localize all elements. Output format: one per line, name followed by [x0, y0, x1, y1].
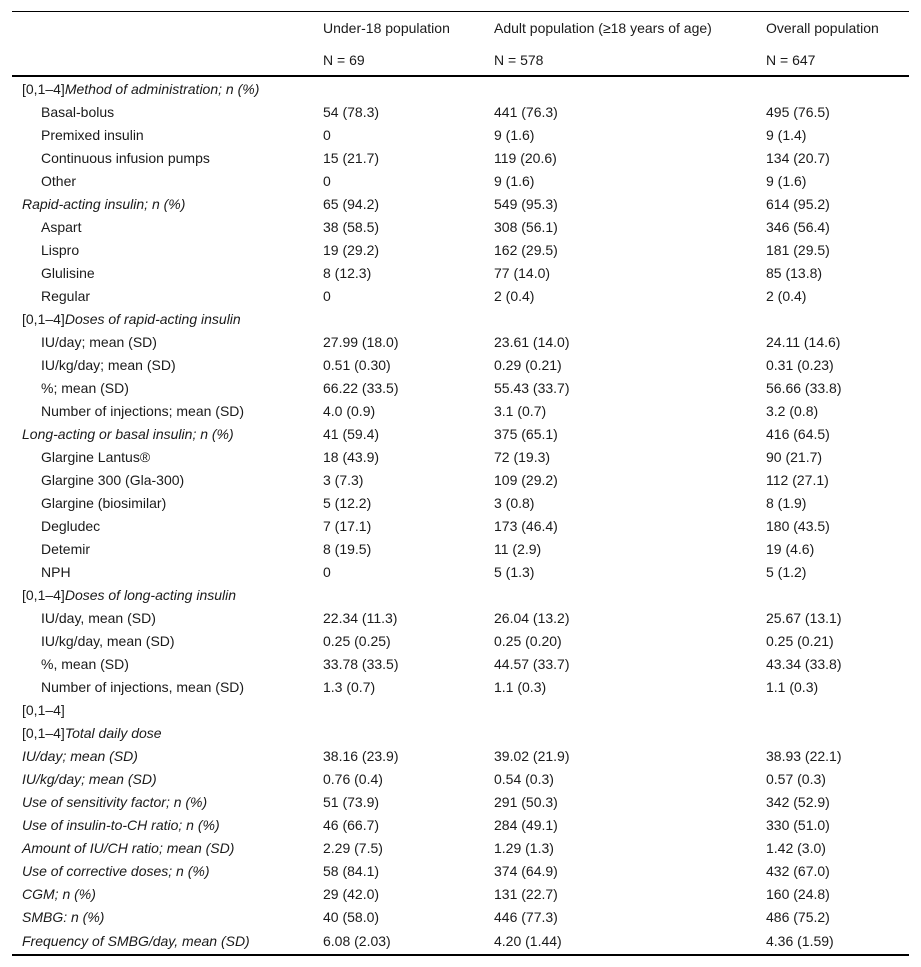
value-overall: 25.67 (13.1) [766, 609, 842, 626]
row-prefix: [0,1–4] [22, 310, 65, 327]
row-label: Regular [41, 287, 91, 304]
row-label-cell [12, 905, 323, 928]
row-prefix: [0,1–4] [22, 586, 65, 603]
value-overall: 181 (29.5) [766, 241, 830, 258]
row-label: Use of sensitivity factor; n (%) [22, 793, 208, 810]
row-prefix: [0,1–4] [22, 80, 65, 97]
value-adult [494, 698, 766, 721]
table-row [12, 491, 909, 514]
value-under18: 0 [323, 287, 331, 304]
row-label: Aspart [41, 218, 82, 235]
header-row [12, 12, 909, 45]
table-row [12, 744, 909, 767]
value-adult: 284 (49.1) [494, 816, 558, 833]
value-overall: 180 (43.5) [766, 517, 830, 534]
value-under18: 15 (21.7) [323, 149, 380, 166]
table-row [12, 376, 909, 399]
value-adult [494, 76, 766, 100]
value-overall: 85 (13.8) [766, 264, 823, 281]
table-row [12, 560, 909, 583]
value-under18: 6.08 (2.03) [323, 928, 494, 955]
value-adult [494, 721, 766, 744]
value-adult: 3.1 (0.7) [494, 402, 547, 419]
value-adult: 55.43 (33.7) [494, 379, 570, 396]
table-row [12, 767, 909, 790]
row-label: Number of injections, mean (SD) [41, 678, 245, 695]
value-under18: 27.99 (18.0) [323, 333, 399, 350]
value-adult: 1.1 (0.3) [494, 678, 547, 695]
value-under18: 22.34 (11.3) [323, 609, 398, 626]
value-overall [766, 721, 909, 744]
value-overall: 90 (21.7) [766, 448, 823, 465]
value-under18: 58 (84.1) [323, 862, 380, 879]
table-row [12, 422, 909, 445]
value-under18: 1.3 (0.7) [323, 678, 376, 695]
value-overall: 134 (20.7) [766, 149, 830, 166]
header-cell-label [12, 12, 323, 45]
value-under18: 33.78 (33.5) [323, 655, 399, 672]
row-label-cell [12, 422, 323, 445]
table-row [12, 353, 909, 376]
row-label-cell [12, 100, 323, 123]
value-under18: 19 (29.2) [323, 241, 380, 258]
row-label: Other [41, 172, 77, 189]
row-label-cell [12, 882, 323, 905]
table-row [12, 76, 909, 100]
row-prefix: [0,1–4] [22, 724, 65, 741]
row-label-cell [12, 537, 323, 560]
value-overall: 43.34 (33.8) [766, 655, 842, 672]
value-overall: 9 (1.4) [766, 126, 807, 143]
value-under18: 18 (43.9) [323, 448, 380, 465]
table-row [12, 238, 909, 261]
value-adult: 1.29 (1.3) [494, 839, 554, 856]
value-under18 [323, 76, 494, 100]
row-label-cell [12, 376, 323, 399]
value-overall [766, 307, 909, 330]
value-adult: 441 (76.3) [494, 103, 558, 120]
value-under18: 65 (94.2) [323, 195, 380, 212]
table-row [12, 583, 909, 606]
table-row [12, 169, 909, 192]
table-row [12, 790, 909, 813]
value-overall [766, 583, 909, 606]
row-label: IU/kg/day; mean (SD) [22, 770, 157, 787]
row-label: Doses of long-acting insulin [64, 586, 237, 603]
value-adult: 162 (29.5) [494, 241, 558, 258]
value-under18 [323, 698, 494, 721]
row-label-cell [12, 215, 323, 238]
row-label-cell [12, 813, 323, 836]
value-overall: 0.31 (0.23) [766, 356, 834, 373]
value-under18: 0 [323, 126, 331, 143]
row-label: Basal-bolus [41, 103, 115, 120]
value-overall: 0.25 (0.21) [766, 632, 834, 649]
header-n-row [12, 44, 909, 76]
row-label-cell [12, 928, 323, 955]
value-under18: 66.22 (33.5) [323, 379, 399, 396]
row-label-cell [12, 123, 323, 146]
table-row [12, 652, 909, 675]
row-label: Detemir [41, 540, 91, 557]
row-label-cell [12, 261, 323, 284]
row-label: Glulisine [41, 264, 95, 281]
table-row [12, 905, 909, 928]
value-adult: 291 (50.3) [494, 793, 558, 810]
row-label-cell [12, 76, 323, 100]
row-label: Lispro [41, 241, 80, 258]
table-row [12, 928, 909, 955]
value-under18: 54 (78.3) [323, 103, 380, 120]
table-row [12, 836, 909, 859]
value-under18: 0.51 (0.30) [323, 356, 391, 373]
table-row [12, 882, 909, 905]
value-adult: 23.61 (14.0) [494, 333, 570, 350]
row-label: Use of corrective doses; n (%) [22, 862, 210, 879]
row-label: Doses of rapid-acting insulin [64, 310, 241, 327]
value-overall: 342 (52.9) [766, 793, 830, 810]
value-under18: 7 (17.1) [323, 517, 372, 534]
table-row [12, 284, 909, 307]
n-cell-adult: N = 578 [494, 44, 766, 76]
row-label-cell [12, 606, 323, 629]
row-label: Degludec [41, 517, 101, 534]
value-adult: 119 (20.6) [494, 149, 557, 166]
row-label-cell [12, 307, 323, 330]
row-label: Continuous infusion pumps [41, 149, 210, 166]
row-label-cell [12, 583, 323, 606]
table-row [12, 100, 909, 123]
value-under18: 4.0 (0.9) [323, 402, 376, 419]
value-adult: 9 (1.6) [494, 126, 535, 143]
table-row [12, 698, 909, 721]
value-under18: 41 (59.4) [323, 425, 380, 442]
value-adult: 77 (14.0) [494, 264, 551, 281]
table-row [12, 192, 909, 215]
value-overall: 1.42 (3.0) [766, 839, 826, 856]
table-row [12, 330, 909, 353]
value-adult: 0.54 (0.3) [494, 770, 554, 787]
value-overall: 0.57 (0.3) [766, 770, 826, 787]
value-under18: 8 (12.3) [323, 264, 372, 281]
row-label-cell [12, 284, 323, 307]
value-overall: 3.2 (0.8) [766, 402, 819, 419]
value-under18: 0 [323, 172, 331, 189]
value-under18: 29 (42.0) [323, 885, 380, 902]
row-label: Frequency of SMBG/day, mean (SD) [22, 933, 250, 949]
value-adult: 446 (77.3) [494, 908, 558, 925]
header-cell-overall: Overall population [766, 12, 909, 45]
row-label: %; mean (SD) [41, 379, 129, 396]
table-row [12, 215, 909, 238]
value-adult: 44.57 (33.7) [494, 655, 570, 672]
row-label-cell [12, 652, 323, 675]
value-overall: 2 (0.4) [766, 287, 807, 304]
row-label-cell [12, 146, 323, 169]
data-table [12, 11, 909, 956]
row-label-cell [12, 468, 323, 491]
value-adult: 0.29 (0.21) [494, 356, 562, 373]
value-adult: 4.20 (1.44) [494, 928, 766, 955]
table-row [12, 859, 909, 882]
value-overall: 4.36 (1.59) [766, 928, 909, 955]
value-overall: 614 (95.2) [766, 195, 830, 212]
row-label-cell [12, 330, 323, 353]
value-overall: 432 (67.0) [766, 862, 830, 879]
row-label-cell [12, 698, 323, 721]
row-label-cell [12, 675, 323, 698]
value-overall: 416 (64.5) [766, 425, 830, 442]
row-label-cell [12, 169, 323, 192]
row-label: Glargine (biosimilar) [41, 494, 167, 511]
value-under18: 0 [323, 563, 331, 580]
row-label: Total daily dose [64, 724, 162, 741]
value-adult: 375 (65.1) [494, 425, 558, 442]
table-row [12, 261, 909, 284]
table-body [12, 76, 909, 955]
row-label: IU/day, mean (SD) [41, 609, 156, 626]
value-adult: 2 (0.4) [494, 287, 535, 304]
row-label: Glargine 300 (Gla-300) [41, 471, 185, 488]
value-under18: 46 (66.7) [323, 816, 380, 833]
value-under18: 3 (7.3) [323, 471, 364, 488]
row-label-cell [12, 721, 323, 744]
value-adult [494, 583, 766, 606]
header-cell-under18: Under-18 population [323, 12, 494, 45]
row-label: IU/day; mean (SD) [41, 333, 157, 350]
value-overall: 24.11 (14.6) [766, 333, 841, 350]
value-overall [766, 76, 909, 100]
table-row [12, 514, 909, 537]
row-label-cell [12, 744, 323, 767]
table-row [12, 537, 909, 560]
n-cell-overall: N = 647 [766, 44, 909, 76]
value-adult: 549 (95.3) [494, 195, 558, 212]
table-row [12, 146, 909, 169]
value-overall [766, 698, 909, 721]
value-under18: 40 (58.0) [323, 908, 380, 925]
table-row [12, 468, 909, 491]
row-label: Premixed insulin [41, 126, 144, 143]
row-label: Amount of IU/CH ratio; mean (SD) [22, 839, 235, 856]
value-under18: 51 (73.9) [323, 793, 380, 810]
row-label: SMBG: n (%) [22, 908, 105, 925]
value-adult: 5 (1.3) [494, 563, 535, 580]
value-adult: 3 (0.8) [494, 494, 535, 511]
table-row [12, 123, 909, 146]
n-cell-label [12, 44, 323, 76]
row-label: Method of administration; n (%) [64, 80, 260, 97]
row-label-cell [12, 790, 323, 813]
value-adult: 308 (56.1) [494, 218, 558, 235]
table-row [12, 399, 909, 422]
value-adult: 9 (1.6) [494, 172, 535, 189]
row-label: CGM; n (%) [22, 885, 96, 902]
table-row [12, 813, 909, 836]
row-label: Glargine Lantus® [41, 448, 151, 465]
row-label-cell [12, 238, 323, 261]
value-overall: 346 (56.4) [766, 218, 830, 235]
value-adult: 173 (46.4) [494, 517, 558, 534]
row-label-cell [12, 859, 323, 882]
table-row [12, 606, 909, 629]
value-adult: 72 (19.3) [494, 448, 551, 465]
row-label-cell [12, 836, 323, 859]
row-prefix: [0,1–4] [22, 701, 65, 718]
header-cell-adult: Adult population (≥18 years of age) [494, 12, 766, 45]
value-under18: 0.76 (0.4) [323, 770, 383, 787]
value-overall: 1.1 (0.3) [766, 678, 819, 695]
row-label-cell [12, 560, 323, 583]
value-adult: 26.04 (13.2) [494, 609, 570, 626]
value-under18 [323, 583, 494, 606]
value-overall: 8 (1.9) [766, 494, 807, 511]
value-under18: 8 (19.5) [323, 540, 372, 557]
row-label-cell [12, 514, 323, 537]
row-label-cell [12, 445, 323, 468]
value-overall: 5 (1.2) [766, 563, 807, 580]
value-under18: 5 (12.2) [323, 494, 372, 511]
row-label-cell [12, 353, 323, 376]
row-label-cell [12, 192, 323, 215]
value-under18: 2.29 (7.5) [323, 839, 383, 856]
value-overall: 38.93 (22.1) [766, 747, 842, 764]
value-under18 [323, 307, 494, 330]
row-label: Rapid-acting insulin; n (%) [22, 195, 186, 212]
n-cell-under18: N = 69 [323, 44, 494, 76]
value-adult: 0.25 (0.20) [494, 632, 562, 649]
value-adult: 11 (2.9) [494, 540, 542, 557]
row-label: IU/kg/day, mean (SD) [41, 632, 175, 649]
row-label: Use of insulin-to-CH ratio; n (%) [22, 816, 220, 833]
value-under18: 0.25 (0.25) [323, 632, 391, 649]
row-label-cell [12, 629, 323, 652]
value-overall: 9 (1.6) [766, 172, 807, 189]
row-label: IU/day; mean (SD) [22, 747, 138, 764]
value-overall: 495 (76.5) [766, 103, 830, 120]
table-row [12, 675, 909, 698]
row-label: IU/kg/day; mean (SD) [41, 356, 176, 373]
row-label-cell [12, 399, 323, 422]
row-label: Number of injections; mean (SD) [41, 402, 245, 419]
row-label: NPH [41, 563, 71, 580]
row-label-cell [12, 491, 323, 514]
value-overall: 330 (51.0) [766, 816, 830, 833]
table-row [12, 629, 909, 652]
value-under18: 38.16 (23.9) [323, 747, 399, 764]
table-row [12, 721, 909, 744]
value-overall: 160 (24.8) [766, 885, 830, 902]
value-adult [494, 307, 766, 330]
value-overall: 486 (75.2) [766, 908, 830, 925]
value-overall: 19 (4.6) [766, 540, 815, 557]
table-row [12, 445, 909, 468]
value-adult: 131 (22.7) [494, 885, 558, 902]
row-label: %, mean (SD) [41, 655, 129, 672]
value-adult: 374 (64.9) [494, 862, 558, 879]
row-label-cell [12, 767, 323, 790]
value-under18 [323, 721, 494, 744]
value-overall: 56.66 (33.8) [766, 379, 842, 396]
table-row [12, 307, 909, 330]
value-overall: 112 (27.1) [766, 471, 829, 488]
value-adult: 39.02 (21.9) [494, 747, 570, 764]
value-adult: 109 (29.2) [494, 471, 558, 488]
value-under18: 38 (58.5) [323, 218, 380, 235]
row-label: Long-acting or basal insulin; n (%) [22, 425, 234, 442]
